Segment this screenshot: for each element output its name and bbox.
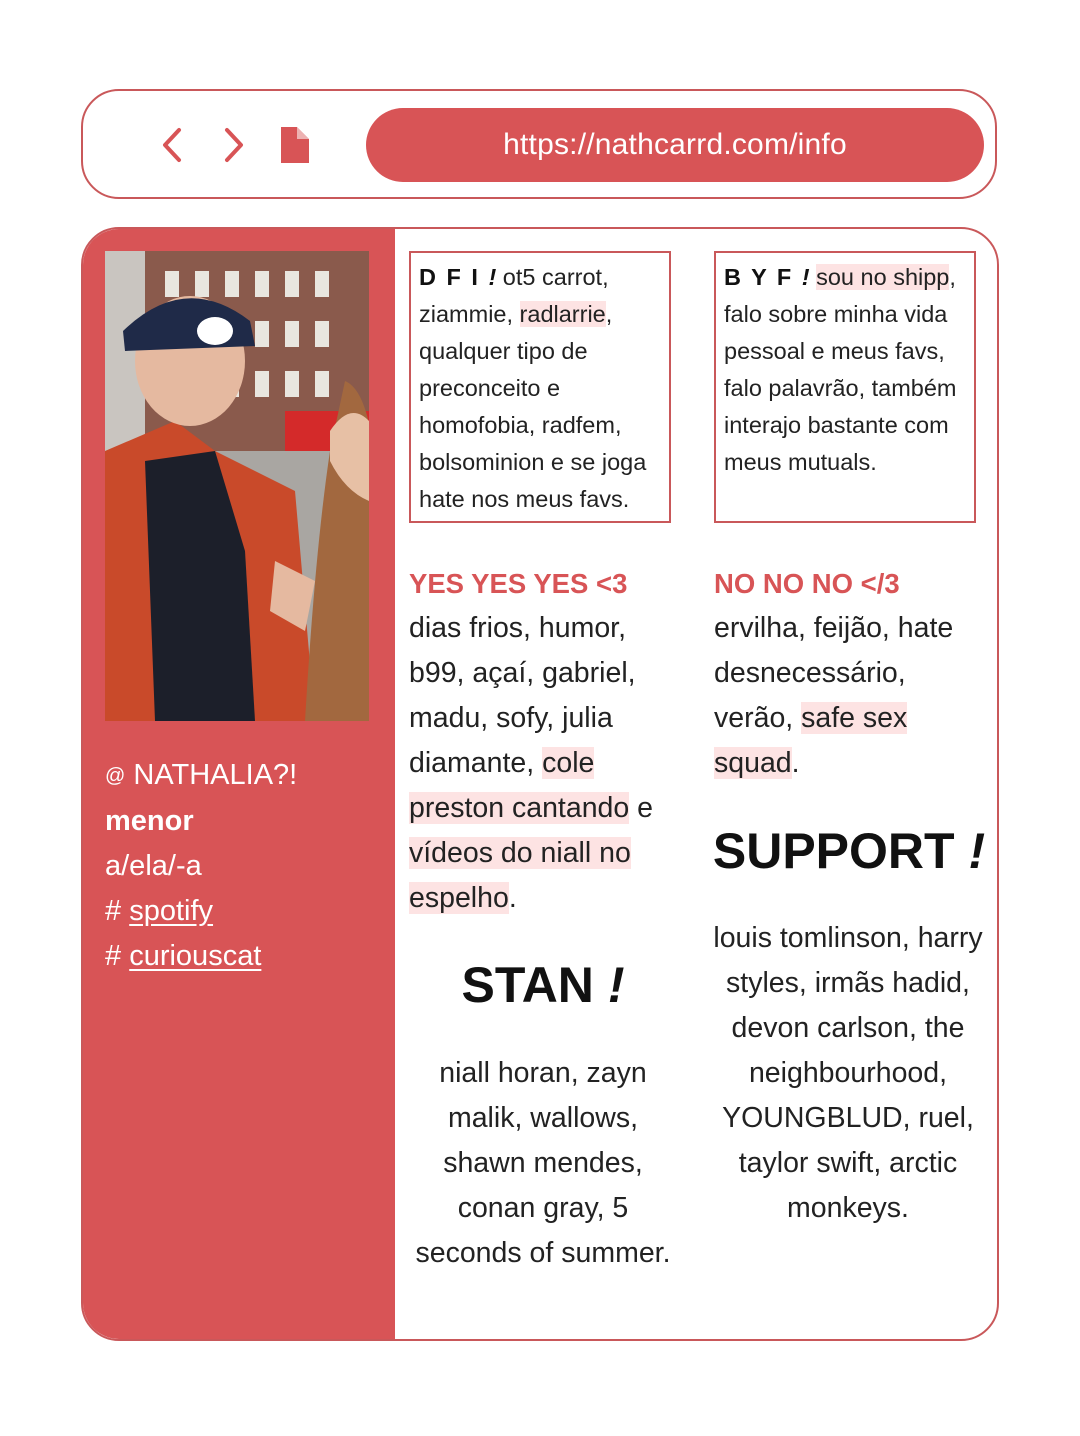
hash-icon: # [105,940,122,972]
dfi-lead [419,264,496,290]
byf-lead [724,264,810,290]
profile-age: menor [105,805,194,837]
link-spotify-row [105,889,297,934]
browser-toolbar [81,89,997,199]
no-text-2: . [791,747,800,779]
stan-bang: ! [607,957,625,1013]
stan-list: niall horan, zayn malik, wallows, shawn mendes, conan gray, 5 seconds of summer. [415,1057,671,1269]
byf-highlight: sou no shipp [816,264,950,290]
dfi-bang: ! [488,264,497,290]
dfi-text-2: , qualquer tipo de preconceito e homofobia, radfem, bolsominion e se joga hate nos meus favs. [419,301,647,512]
no-highlight-1: safe sex squad [714,702,908,779]
stan-heading [409,955,677,1015]
support-list: louis tomlinson, harry styles, irmãs hadid, devon carlson, the neighbourhood, YOUNGBLUD, ruel, taylor swift, arctic monkeys. [713,922,983,1224]
yes-section [409,561,677,921]
spotify-link[interactable]: spotify [129,895,214,927]
no-title: NO NO NO </3 [714,568,900,599]
support-bang: ! [968,823,986,879]
url-bar[interactable]: https://nathcarrd.com/info [366,108,984,182]
yes-highlight-2: vídeos do niall no espelho [409,837,631,914]
byf-text-1: , falo sobre minha vida pessoal e meus favs, falo palavrão, também interajo bastante com meus mutuals. [724,264,957,475]
byf-box [714,251,976,523]
profile-card [81,227,999,1341]
profile-pronouns: a/ela/-a [105,850,202,882]
yes-text-1: dias frios, humor, b99, açaí, gabriel, madu, sofy, julia diamante, [409,612,636,779]
profile-name: NATHALIA?! [133,759,298,791]
stan-title: STAN [461,957,594,1013]
dfi-box [409,251,671,523]
yes-text-3: . [508,882,517,914]
back-arrow-icon[interactable] [153,125,193,165]
dfi-lead-text: D F I [419,264,480,290]
sidebar [83,229,395,1339]
curiouscat-link[interactable]: curiouscat [129,940,262,972]
profile-photo [105,251,369,721]
no-text-1: ervilha, feijão, hate desnecessário, verão, [714,612,954,734]
support-title: SUPPORT [712,823,955,879]
dfi-highlight: radlarrie [519,301,606,327]
yes-text-2: e [629,792,654,824]
byf-bang: ! [801,264,810,290]
hash-icon: # [105,895,122,927]
byf-lead-text: B Y F [724,264,794,290]
link-curiouscat-row [105,934,297,979]
yes-highlight-1: cole preston cantando [409,747,630,824]
forward-arrow-icon[interactable] [213,125,253,165]
yes-title: YES YES YES <3 [409,568,628,599]
name-row [105,753,297,799]
page-icon[interactable] [275,125,315,165]
dfi-text-1: ot5 carrot, ziammie, [419,264,609,327]
no-text [714,606,982,786]
yes-text [409,606,677,921]
no-section [714,561,982,786]
profile-info [105,753,297,979]
support-heading [709,821,989,881]
spiral-icon: @ [105,765,126,787]
